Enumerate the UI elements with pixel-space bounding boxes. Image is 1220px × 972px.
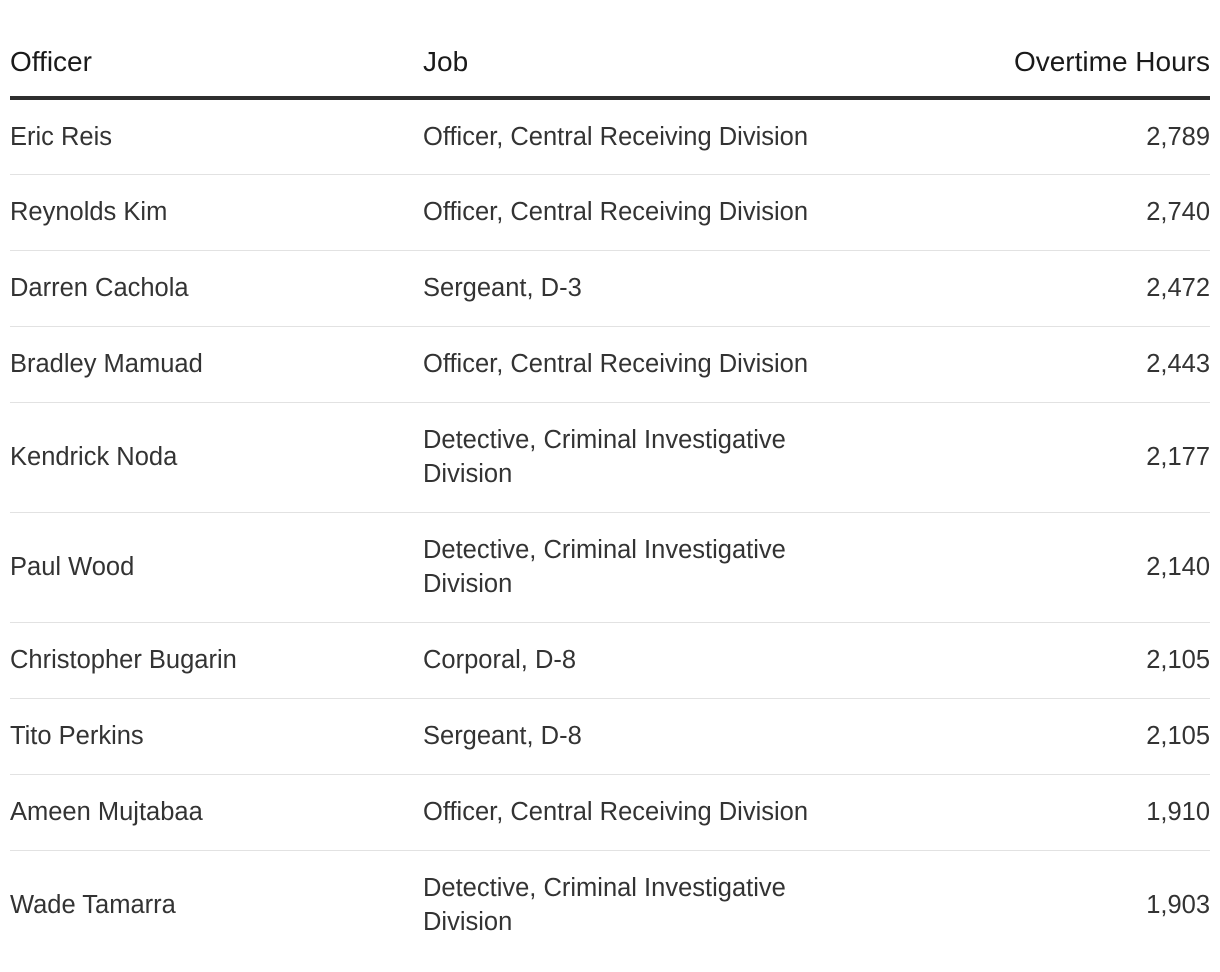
table-row — [10, 402, 1210, 512]
job-cell — [423, 512, 863, 622]
table-row — [10, 698, 1210, 774]
officer-cell: Paul Wood — [10, 512, 423, 622]
column-header-officer[interactable]: Officer — [10, 0, 423, 98]
header-row — [10, 0, 1210, 98]
overtime-hours-cell: 2,140 — [863, 512, 1210, 622]
job-cell — [423, 250, 863, 326]
job-cell — [423, 774, 863, 850]
overtime-hours-cell: 2,789 — [863, 98, 1210, 174]
officer-cell: Wade Tamarra — [10, 891, 176, 920]
job-text: Detective, Criminal Investigative Division — [423, 426, 786, 488]
column-header-overtime-hours[interactable]: Overtime Hours — [863, 0, 1210, 98]
officer-cell: Bradley Mamuad — [10, 326, 423, 402]
table-row — [10, 174, 1210, 250]
table-row — [10, 250, 1210, 326]
overtime-table — [10, 0, 1210, 960]
job-cell — [423, 326, 863, 402]
job-text: Officer, Central Receiving Division — [423, 198, 809, 226]
job-text: Sergeant, D-3 — [423, 274, 582, 302]
officer-cell: Reynolds Kim — [10, 174, 423, 250]
table-row — [10, 326, 1210, 402]
table-body — [10, 98, 1210, 960]
officer-cell: Tito Perkins — [10, 698, 423, 774]
job-cell — [423, 622, 863, 698]
overtime-hours-cell: 2,105 — [863, 698, 1210, 774]
officer-cell: Eric Reis — [10, 98, 423, 174]
job-text: Officer, Central Receiving Division — [423, 122, 809, 151]
table-row — [10, 98, 1210, 174]
job-text: Corporal, D-8 — [423, 646, 577, 674]
overtime-table-container — [10, 0, 1210, 960]
table-header — [10, 0, 1210, 98]
job-cell — [423, 98, 863, 174]
job-text: Detective, Criminal Investigative Division — [423, 874, 786, 937]
overtime-hours-cell: 1,910 — [863, 774, 1210, 850]
job-text: Sergeant, D-8 — [423, 722, 582, 750]
overtime-hours-cell: 2,105 — [863, 622, 1210, 698]
table-row — [10, 512, 1210, 622]
officer-cell: Christopher Bugarin — [10, 622, 423, 698]
overtime-hours-cell: 2,443 — [863, 326, 1210, 402]
officer-cell: Ameen Mujtabaa — [10, 774, 423, 850]
column-header-job[interactable]: Job — [423, 0, 863, 98]
job-cell — [423, 698, 863, 774]
table-row — [10, 774, 1210, 850]
overtime-hours-cell: 2,177 — [863, 402, 1210, 512]
overtime-hours-cell: 1,903 — [1146, 891, 1210, 920]
overtime-hours-cell: 2,472 — [863, 250, 1210, 326]
job-cell — [423, 850, 863, 960]
job-cell — [423, 402, 863, 512]
overtime-hours-cell: 2,740 — [863, 174, 1210, 250]
job-text: Officer, Central Receiving Division — [423, 798, 809, 826]
job-text: Officer, Central Receiving Division — [423, 350, 809, 378]
job-cell — [423, 174, 863, 250]
job-text: Detective, Criminal Investigative Division — [423, 536, 786, 598]
table-row — [10, 850, 1210, 960]
officer-cell: Darren Cachola — [10, 250, 423, 326]
officer-cell: Kendrick Noda — [10, 402, 423, 512]
table-row — [10, 622, 1210, 698]
